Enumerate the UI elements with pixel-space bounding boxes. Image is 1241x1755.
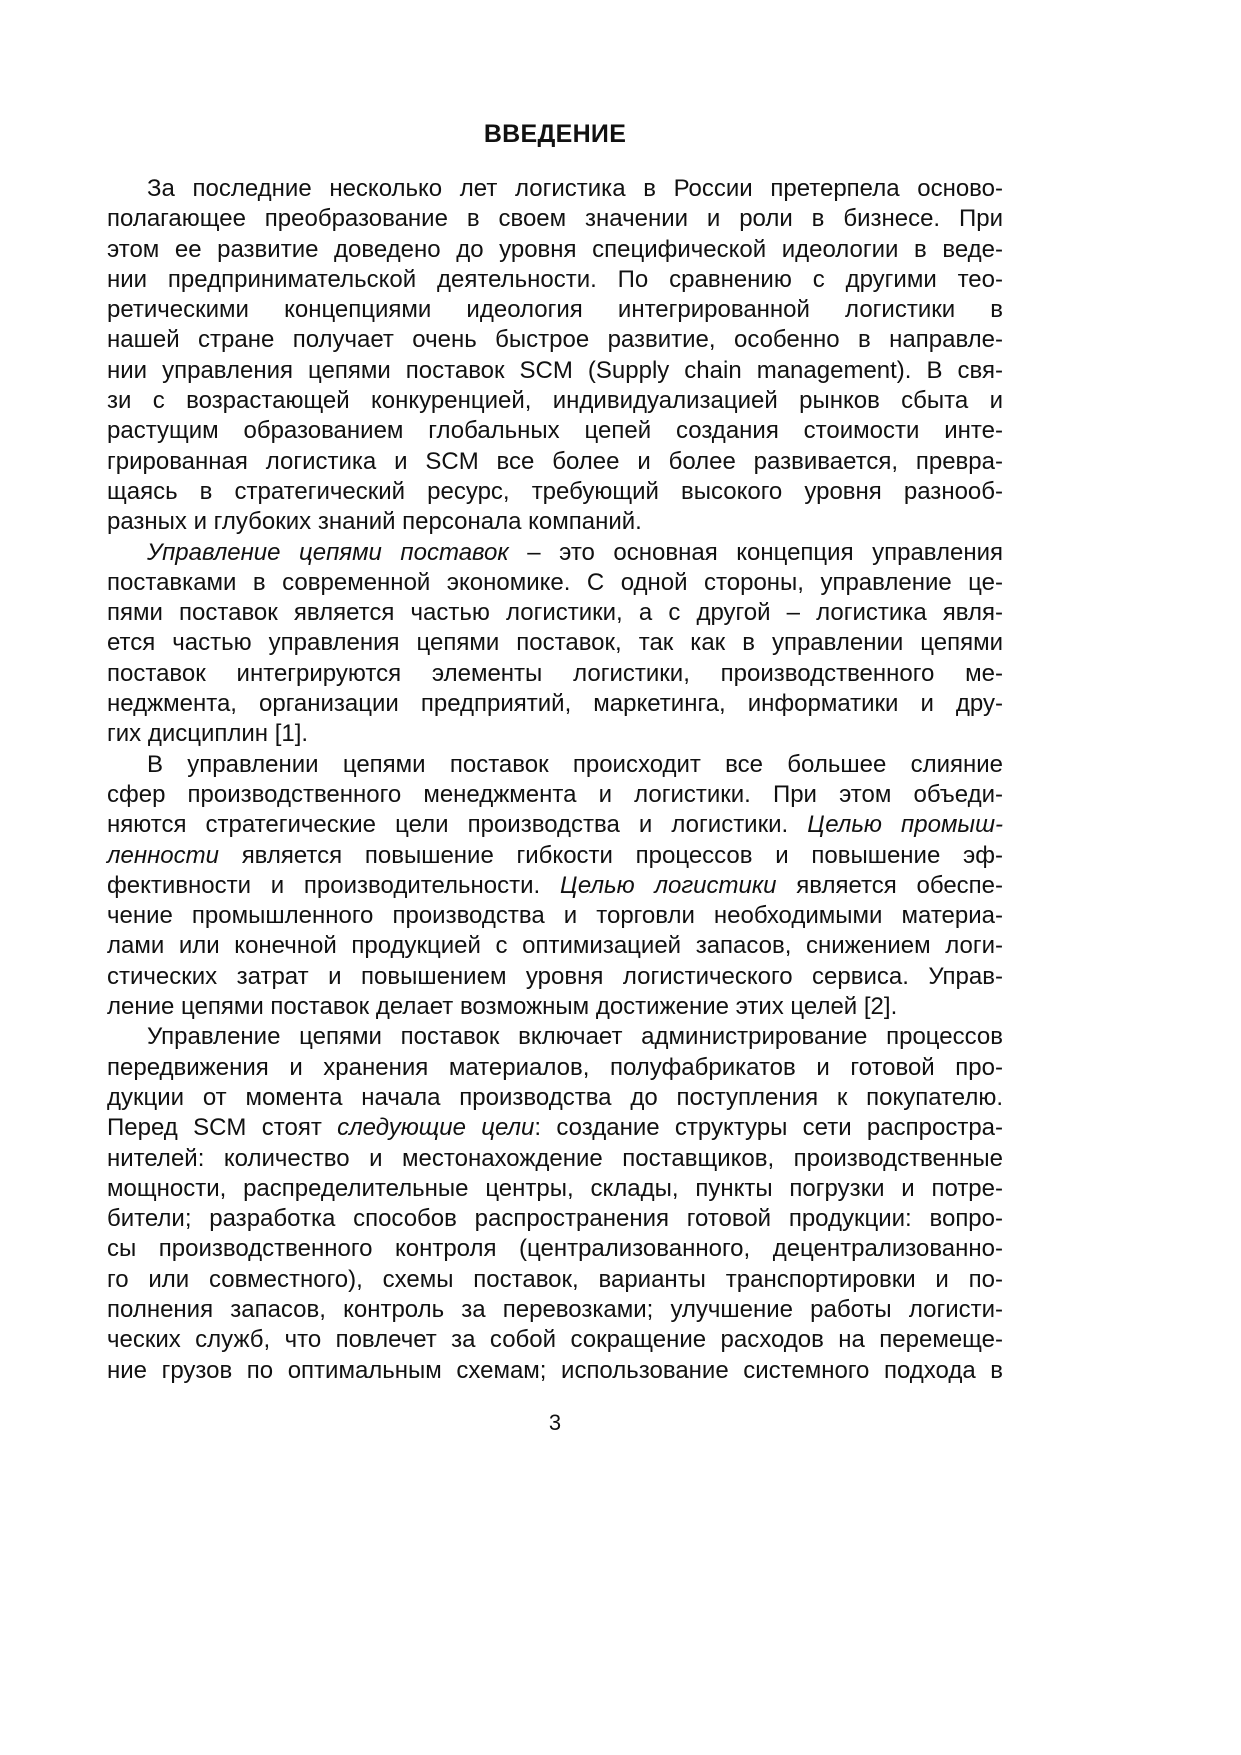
- text-segment: Перед SCM стоят: [107, 1114, 338, 1142]
- text-line: [107, 780, 1003, 810]
- text-line: [107, 386, 1003, 416]
- italic-text: следующие цели: [337, 1114, 535, 1142]
- text-segment: бители; разработка способов распространения готовой продукции: вопро-: [107, 1205, 1003, 1233]
- text-line: [107, 295, 1003, 325]
- text-segment: няются стратегические цели производства и логистики.: [107, 811, 808, 839]
- text-segment: поставок интегрируются элементы логистики, производственного ме-: [107, 659, 1003, 687]
- italic-text: ленности: [107, 841, 219, 869]
- italic-text: Целью промыш-: [807, 811, 1003, 839]
- text-segment: грированная логистика и SCM все более и более развивается, превра-: [107, 447, 1003, 475]
- text-line: [107, 598, 1003, 628]
- text-line: [107, 538, 1003, 568]
- text-segment: гих дисциплин [1].: [107, 720, 309, 748]
- text-segment: ние грузов по оптимальным схемам; использование системного подхода в: [107, 1356, 1003, 1384]
- paragraph: [107, 174, 1003, 538]
- text-line: [107, 325, 1003, 355]
- text-segment: полагающее преобразование в своем значении и роли в бизнесе. При: [107, 205, 1003, 233]
- page-number: 3: [548, 1410, 562, 1435]
- text-line: [107, 750, 1003, 780]
- text-segment: нии предпринимательской деятельности. По сравнению с другими тео-: [107, 265, 1003, 293]
- paragraph: [107, 538, 1003, 750]
- text-segment: ление цепями поставок делает возможным достижение этих целей [2].: [107, 993, 898, 1021]
- text-line: [107, 628, 1003, 658]
- text-line: [107, 416, 1003, 446]
- text-line: [107, 962, 1003, 992]
- text-segment: нителей: количество и местонахождение поставщиков, производственные: [107, 1144, 1003, 1172]
- text-line: [107, 1204, 1003, 1234]
- text-segment: является обеспе-: [776, 871, 1004, 899]
- text-line: [107, 568, 1003, 598]
- text-line: [107, 265, 1003, 295]
- text-line: [107, 1144, 1003, 1174]
- text-line: [107, 931, 1003, 961]
- text-line: [107, 1295, 1003, 1325]
- text-segment: : создание структуры сети распростра-: [534, 1114, 1003, 1142]
- text-segment: неджмента, организации предприятий, маркетинга, информатики и дру-: [107, 690, 1003, 718]
- text-line: [107, 356, 1003, 386]
- paragraph: [107, 1022, 1003, 1386]
- text-line: [107, 1083, 1003, 1113]
- text-line: [107, 1174, 1003, 1204]
- text-segment: является повышение гибкости процессов и повышение эф-: [218, 841, 1003, 869]
- text-line: [107, 174, 1003, 204]
- text-line: [107, 507, 1003, 537]
- text-line: [107, 719, 1003, 749]
- text-line: [107, 1265, 1003, 1295]
- text-segment: зи с возрастающей конкуренцией, индивидуализацией рынков сбыта и: [107, 387, 1003, 415]
- text-line: [107, 1234, 1003, 1264]
- text-segment: пями поставок является частью логистики, а с другой – логистика явля-: [107, 599, 1003, 627]
- text-segment: мощности, распределительные центры, склады, пункты погрузки и потре-: [107, 1174, 1003, 1202]
- text-segment: лами или конечной продукцией с оптимизацией запасов, снижением логи-: [107, 932, 1003, 960]
- text-segment: нашей стране получает очень быстрое развитие, особенно в направле-: [107, 326, 1003, 354]
- text-segment: ретическими концепциями идеология интегрированной логистики в: [107, 296, 1003, 324]
- text-line: [107, 871, 1003, 901]
- text-segment: ческих служб, что повлечет за собой сокращение расходов на перемеще-: [107, 1326, 1003, 1354]
- text-segment: растущим образованием глобальных цепей создания стоимости инте-: [107, 417, 1003, 445]
- text-line: [107, 1356, 1003, 1386]
- text-line: [107, 901, 1003, 931]
- text-segment: фективности и производительности.: [107, 871, 560, 899]
- text-segment: В управлении цепями поставок происходит все большее слияние: [147, 750, 1003, 778]
- text-segment: стических затрат и повышением уровня логистического сервиса. Управ-: [107, 962, 1003, 990]
- text-segment: этом ее развитие доведено до уровня специфической идеологии в веде-: [107, 235, 1003, 263]
- text-segment: полнения запасов, контроль за перевозками; улучшение работы логисти-: [107, 1295, 1003, 1323]
- text-segment: го или совместного), схемы поставок, варианты транспортировки и по-: [107, 1265, 1003, 1293]
- page-title: ВВЕДЕНИЕ: [483, 120, 627, 148]
- text-line: [107, 659, 1003, 689]
- text-line: [107, 689, 1003, 719]
- italic-text: Целью логистики: [559, 871, 777, 899]
- text-line: [107, 1053, 1003, 1083]
- text-segment: дукции от момента начала производства до поступления к покупателю.: [107, 1083, 1003, 1111]
- text-line: [107, 1113, 1003, 1143]
- text-segment: чение промышленного производства и торговли необходимыми материа-: [107, 902, 1003, 930]
- text-segment: нии управления цепями поставок SCM (Supply chain management). В свя-: [107, 356, 1003, 384]
- text-line: [107, 477, 1003, 507]
- text-segment: сы производственного контроля (централизованного, децентрализованно-: [107, 1235, 1003, 1263]
- text-segment: За последние несколько лет логистика в России претерпела осново-: [147, 175, 1003, 202]
- text-segment: разных и глубоких знаний персонала компаний.: [107, 508, 642, 536]
- text-segment: щаясь в стратегический ресурс, требующий высокого уровня разнооб-: [107, 477, 1003, 505]
- text-segment: – это основная концепция управления: [508, 538, 1003, 566]
- paragraph: [107, 750, 1003, 1023]
- text-line: [107, 810, 1003, 840]
- text-line: [107, 235, 1003, 265]
- text-line: [107, 1022, 1003, 1052]
- text-segment: сфер производственного менеджмента и логистики. При этом объеди-: [107, 780, 1003, 808]
- text-segment: поставками в современной экономике. С одной стороны, управление це-: [107, 568, 1003, 596]
- text-segment: передвижения и хранения материалов, полуфабрикатов и готовой про-: [107, 1053, 1003, 1081]
- text-line: [107, 1325, 1003, 1355]
- italic-text: Управление цепями поставок: [147, 538, 509, 566]
- text-line: [107, 447, 1003, 477]
- text-line: [107, 204, 1003, 234]
- text-line: [107, 841, 1003, 871]
- text-segment: Управление цепями поставок включает администрирование процессов: [147, 1023, 1003, 1051]
- text-line: [107, 992, 1003, 1022]
- text-segment: ется частью управления цепями поставок, так как в управлении цепями: [107, 629, 1003, 657]
- body-text: [107, 174, 1003, 1386]
